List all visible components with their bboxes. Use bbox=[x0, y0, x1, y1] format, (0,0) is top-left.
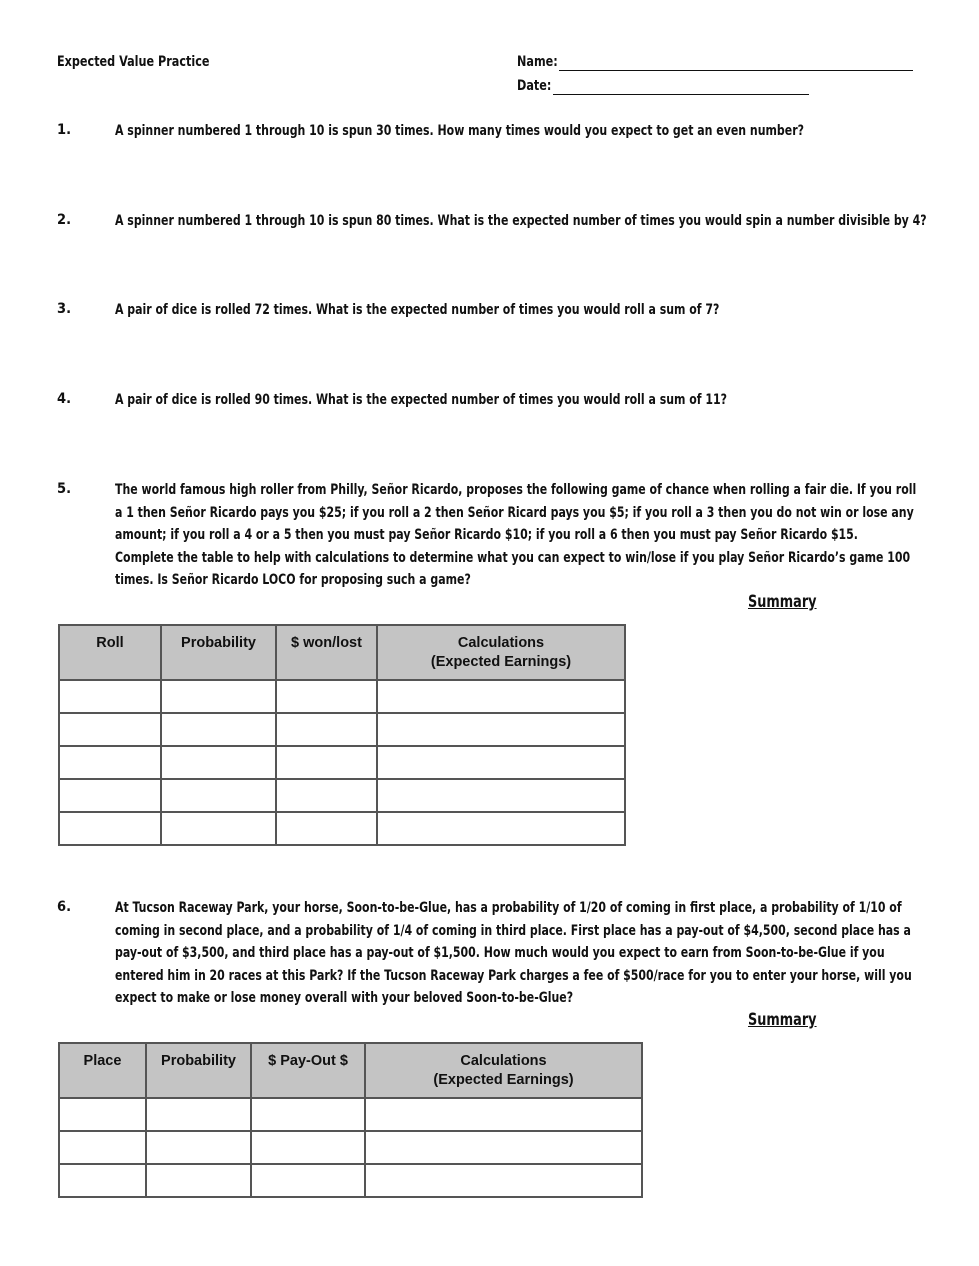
calculations-label: Calculations bbox=[457, 635, 545, 651]
table-row bbox=[59, 1131, 642, 1164]
table-cell[interactable] bbox=[377, 746, 625, 779]
expected-value-table-horse bbox=[58, 1042, 643, 1198]
summary-heading: Summary bbox=[748, 592, 817, 612]
table-cell[interactable] bbox=[365, 1098, 642, 1131]
table-cell[interactable] bbox=[59, 746, 161, 779]
calculations-label: Calculations bbox=[460, 1053, 547, 1069]
table-cell[interactable] bbox=[251, 1164, 365, 1197]
table-cell[interactable] bbox=[377, 713, 625, 746]
name-label: Name: bbox=[517, 54, 558, 70]
table-row bbox=[59, 680, 625, 713]
table-cell[interactable] bbox=[161, 713, 276, 746]
table-row bbox=[59, 1098, 642, 1131]
table-row bbox=[59, 812, 625, 845]
column-header-probability: Probability bbox=[161, 625, 276, 680]
table-row bbox=[59, 746, 625, 779]
table-cell[interactable] bbox=[251, 1131, 365, 1164]
name-field[interactable] bbox=[559, 70, 913, 71]
date-field[interactable] bbox=[553, 94, 809, 95]
table-row bbox=[59, 779, 625, 812]
summary-heading: Summary bbox=[748, 1010, 817, 1030]
column-header-calculations bbox=[365, 1043, 642, 1098]
table-cell[interactable] bbox=[377, 680, 625, 713]
table-cell[interactable] bbox=[276, 746, 377, 779]
question-number: 4. bbox=[57, 391, 72, 407]
table-cell[interactable] bbox=[146, 1164, 251, 1197]
table-cell[interactable] bbox=[161, 746, 276, 779]
column-header-calculations bbox=[377, 625, 625, 680]
question-text: A spinner numbered 1 through 10 is spun 80 times. What is the expected number of times you would spin a number divisible by 4? bbox=[115, 213, 927, 229]
table-cell[interactable] bbox=[377, 779, 625, 812]
question-number: 2. bbox=[57, 212, 72, 228]
question-number: 1. bbox=[57, 122, 72, 138]
expected-earnings-label: (Expected Earnings) bbox=[433, 1072, 574, 1088]
table-cell[interactable] bbox=[59, 1164, 146, 1197]
table-cell[interactable] bbox=[276, 779, 377, 812]
column-header-place: Place bbox=[59, 1043, 146, 1098]
table-cell[interactable] bbox=[59, 1131, 146, 1164]
table-cell[interactable] bbox=[377, 812, 625, 845]
table-cell[interactable] bbox=[161, 812, 276, 845]
table-cell[interactable] bbox=[365, 1131, 642, 1164]
question-number: 6. bbox=[57, 899, 72, 915]
date-label: Date: bbox=[517, 78, 552, 94]
table-cell[interactable] bbox=[251, 1098, 365, 1131]
table-cell[interactable] bbox=[59, 680, 161, 713]
table-cell[interactable] bbox=[59, 1098, 146, 1131]
table-row bbox=[59, 1164, 642, 1197]
question-number: 5. bbox=[57, 481, 72, 497]
table-cell[interactable] bbox=[276, 812, 377, 845]
table-cell[interactable] bbox=[276, 680, 377, 713]
question-number: 3. bbox=[57, 301, 72, 317]
question-text: A spinner numbered 1 through 10 is spun 30 times. How many times would you expect to get an even number? bbox=[115, 123, 804, 139]
expected-earnings-label: (Expected Earnings) bbox=[430, 654, 572, 670]
question-text: At Tucson Raceway Park, your horse, Soon-to-be-Glue, has a probability of 1/20 of coming in first place, a probability of 1/10 of coming in second place, and a probability of 1/4 of coming in third place. First place has a pay-out of $4,500, second place has a pay-out of $3,500, and third place has a pay-out of $1,500. How much would you expect to earn from Soon-to-be-Glue if you entered him in 20 races at this Park? If the Tucson Raceway Park charges a fee of $500/race for you to enter your horse, will you expect to make or lose money overall with your beloved Soon-to-be-Glue? bbox=[115, 900, 912, 1006]
table-cell[interactable] bbox=[365, 1164, 642, 1197]
column-header-pay-out: $ Pay-Out $ bbox=[251, 1043, 365, 1098]
page-title: Expected Value Practice bbox=[57, 54, 210, 70]
question-text: The world famous high roller from Philly, Señor Ricardo, proposes the following game of chance when rolling a fair die. If you roll a 1 then Señor Ricardo pays you $25; if you roll a 2 then Señor Ricard pays you $5; if you roll a 3 then you do not win or lose any amount; if you roll a 4 or a 5 then you must pay Señor Ricardo $10; if you roll a 6 then you must pay Señor Ricardo $15. Complete the table to help with calculations to determine what you can expect to win/lose if you play Señor Ricardo’s game 100 times. Is Señor Ricardo LOCO for proposing such a game? bbox=[115, 482, 917, 588]
table-cell[interactable] bbox=[161, 779, 276, 812]
question-text: A pair of dice is rolled 90 times. What is the expected number of times you would roll a sum of 11? bbox=[115, 392, 727, 408]
table-cell[interactable] bbox=[146, 1098, 251, 1131]
expected-value-table-dice bbox=[58, 624, 626, 846]
question-text: A pair of dice is rolled 72 times. What is the expected number of times you would roll a sum of 7? bbox=[115, 302, 720, 318]
table-cell[interactable] bbox=[276, 713, 377, 746]
table-cell[interactable] bbox=[59, 713, 161, 746]
column-header-probability: Probability bbox=[146, 1043, 251, 1098]
table-cell[interactable] bbox=[161, 680, 276, 713]
column-header-won-lost: $ won/lost bbox=[276, 625, 377, 680]
table-cell[interactable] bbox=[146, 1131, 251, 1164]
column-header-roll: Roll bbox=[59, 625, 161, 680]
table-cell[interactable] bbox=[59, 779, 161, 812]
table-row bbox=[59, 713, 625, 746]
table-cell[interactable] bbox=[59, 812, 161, 845]
